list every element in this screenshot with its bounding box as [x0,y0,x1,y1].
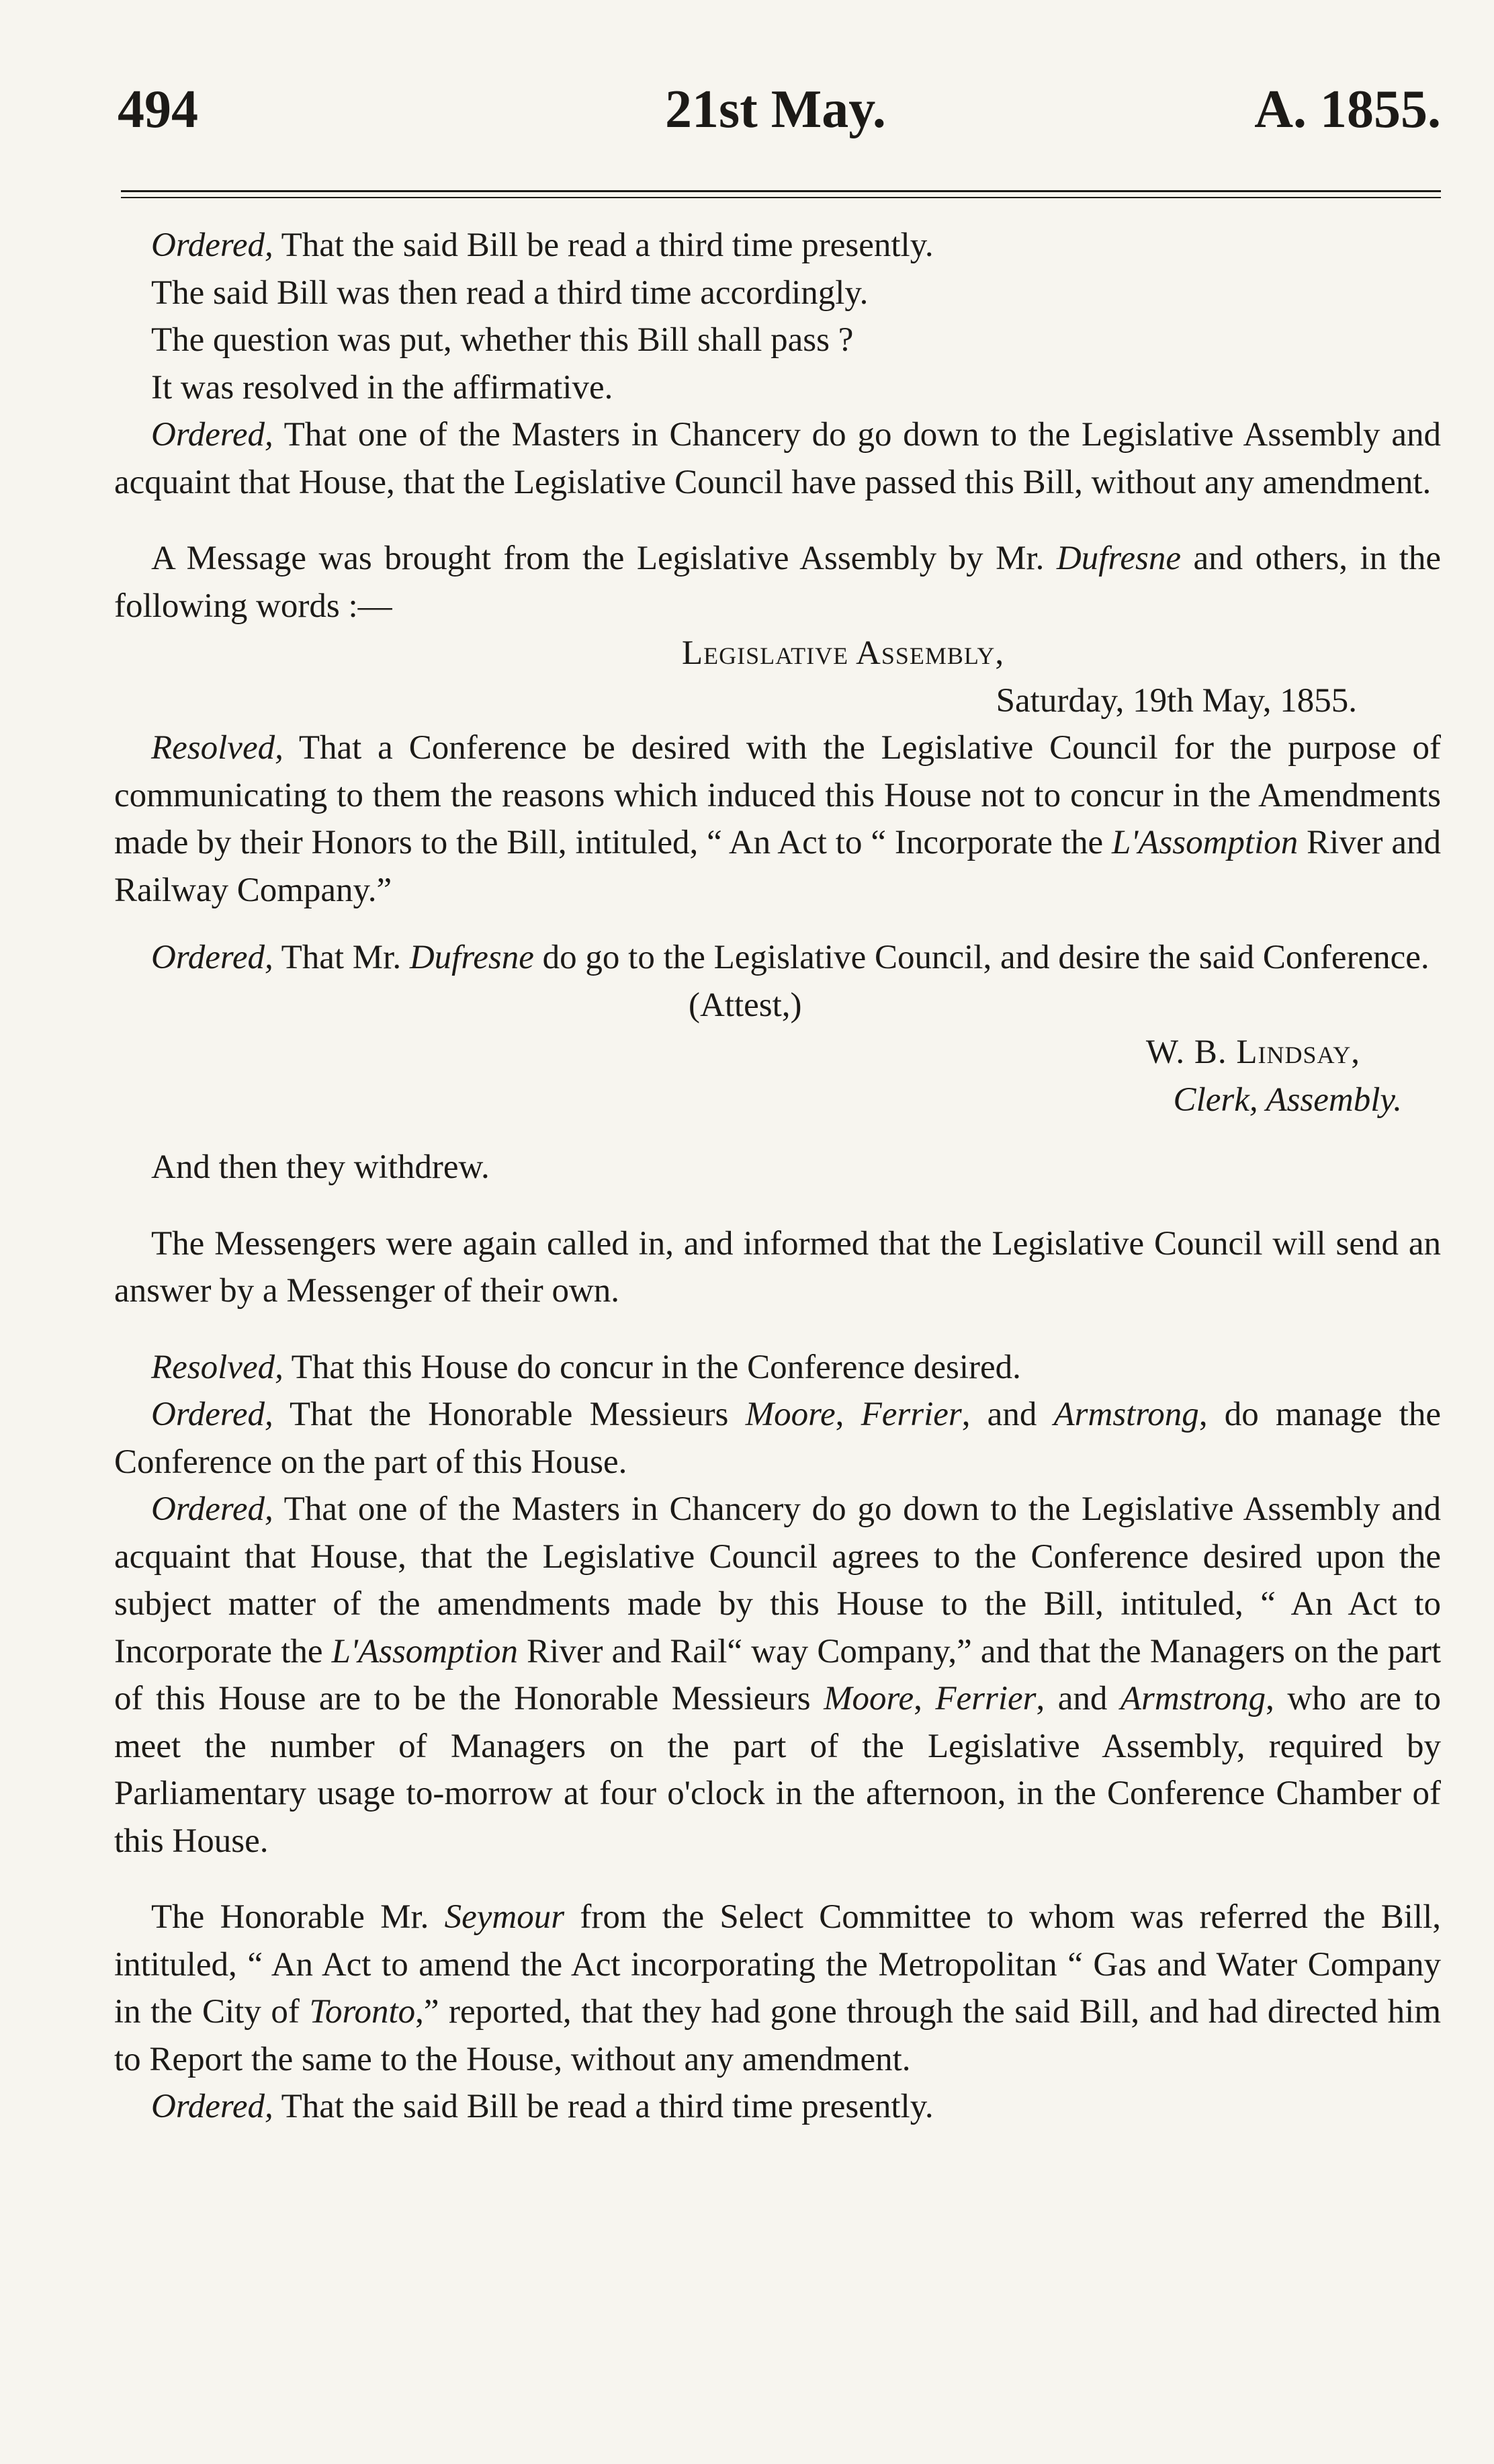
message-dateline: Saturday, 19th May, 1855. [996,681,1357,720]
page-number: 494 [118,80,198,139]
seymour-report: The Honorable Mr. Seymour from the Select Committee to whom was referred the Bill, intituled, “ An Act to amend the Act incorporating the Metropolitan “ Gas and Water Company in the City of Toronto,” reported, that they had gone through the said Bill, and had directed him to Report the same to the House, without any amendment. [114,1898,1441,2078]
withdrew-line: And then they withdrew. [151,1148,490,1186]
page-header [118,79,1441,153]
messengers-paragraph: The Messengers were again called in, and informed that the Legislative Council will send an answer by a Messenger of their own. [114,1224,1441,1310]
signatory: W. B. Lindsay, [1145,1033,1360,1071]
header-year: A. 1855. [1254,80,1441,139]
message-intro: A Message was brought from the Legislative Assembly by Mr. Dufresne and others, in the following words :— [114,540,1441,625]
concur-paragraph: Resolved, That this House do concur in the Conference desired. [151,1348,1021,1386]
signatory-title: Clerk, Assembly. [1173,1080,1402,1119]
paragraph: Ordered, That one of the Masters in Chancery do go down to the Legislative Assembly and acquaint that House, that the Legislative Council have passed this Bill, without any amendment. [114,416,1441,501]
paragraph: The question was put, whether this Bill shall pass ? [151,321,854,359]
page-body [114,222,1441,2131]
header-date: 21st May. [665,80,886,139]
header-rule-bottom [121,197,1441,198]
final-order: Ordered, That the said Bill be read a third time presently. [151,2088,934,2125]
paragraph: Ordered, That the said Bill be read a third time presently. [151,226,934,264]
header-rule-top [121,190,1441,192]
paragraph: The said Bill was then read a third time accordingly. [151,273,869,312]
message-resolved: Resolved, That a Conference be desired with the Legislative Council for the purpose of communicating to them the reasons which induced this House not to concur in the Amendments made by their Honors to the Bill, intituled, “ An Act to “ Incorporate the L'Assomption River and Railway Company.” [114,729,1441,909]
managers-paragraph: Ordered, That the Honorable Messieurs Moore, Ferrier, and Armstrong, do manage the Conference on the part of this House. [114,1396,1441,1481]
paragraph: It was resolved in the affirmative. [151,368,613,407]
attest-line: (Attest,) [689,986,802,1024]
message-heading: Legislative Assembly, [682,634,1005,672]
message-ordered: Ordered, That Mr. Dufresne do go to the Legislative Council, and desire the said Conference. [151,939,1430,976]
masters-paragraph: Ordered, That one of the Masters in Chancery do go down to the Legislative Assembly and acquaint that House, that the Legislative Council agrees to the Conference desired upon the subject matter of the amendments made by this House to the Bill, intituled, “ An Act to Incorporate the L'Assomption River and Rail“ way Company,” and that the Managers on the part of this House are to be the Honorable Messieurs Moore, Ferrier, and Armstrong, who are to meet the number of Managers on the part of the Legislative Assembly, required by Parliamentary usage to-morrow at four o'clock in the afternoon, in the Conference Chamber of this House. [114,1490,1442,1860]
